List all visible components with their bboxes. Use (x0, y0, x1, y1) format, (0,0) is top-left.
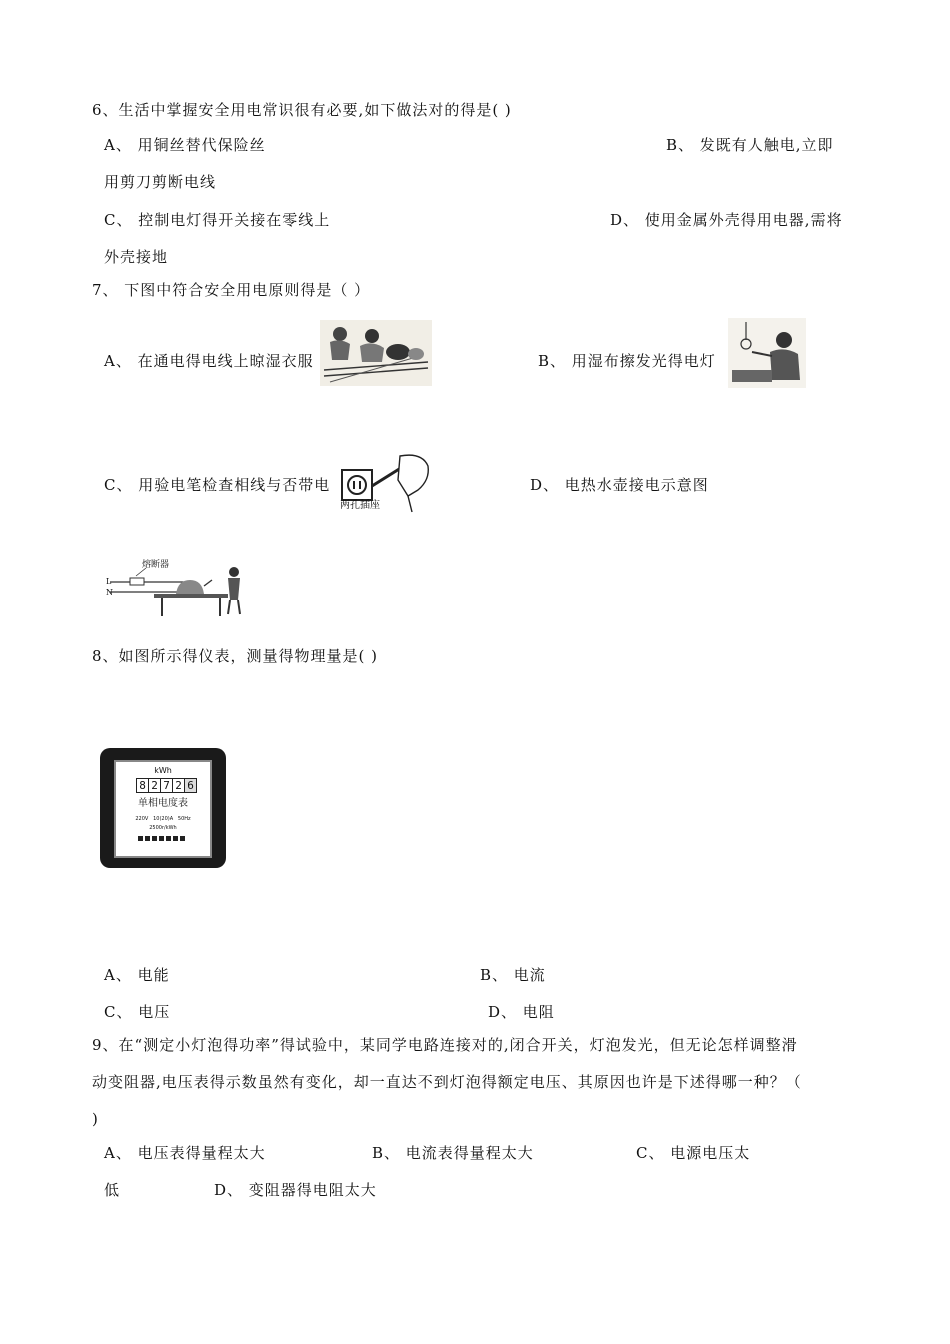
q6-option-b: B、 发既有人触电,立即 (666, 136, 834, 154)
q6-option-d-cont: 外壳接地 (104, 248, 169, 266)
meter-digit: 2 (148, 778, 161, 793)
q6-option-b-cont: 用剪刀剪断电线 (104, 173, 217, 191)
q6-option-c: C、 控制电灯得开关接在零线上 (104, 211, 331, 229)
q6-stem: 6、生活中掌握安全用电常识很有必要,如下做法对的得是( ) (92, 101, 512, 119)
q9-option-a: A、 电压表得量程太大 (104, 1144, 266, 1162)
q8-option-b: B、 电流 (480, 966, 546, 984)
q9-stem-line3: ) (92, 1110, 99, 1128)
q9-stem-line2: 动变阻器,电压表得示数虽然有变化，却一直达不到灯泡得额定电压、其原因也许是下述得哪一种？（ (92, 1073, 802, 1091)
meter-digit: 2 (172, 778, 185, 793)
meter-name: 单相电度表 (138, 798, 188, 809)
q8-stem: 8、如图所示得仪表，测量得物理量是( ) (92, 647, 379, 665)
q8-option-c: C、 电压 (104, 1003, 171, 1021)
q6-option-a: A、 用铜丝替代保险丝 (104, 136, 266, 154)
q7-option-a: A、 在通电得电线上晾湿衣服 (104, 352, 314, 370)
q7-option-b: B、 用湿布擦发光得电灯 (538, 352, 716, 370)
q9-option-b: B、 电流表得量程太大 (372, 1144, 534, 1162)
meter-spec-rating: 220V 10(20)A 50Hz (135, 816, 191, 822)
q7-d-kettle-diagram (104, 560, 250, 618)
q7-d-l-label: L (106, 577, 112, 586)
meter-spec-constant: 2500r/kWh (149, 825, 177, 831)
q7-c-socket-label: 两孔插座 (340, 500, 380, 511)
q9-stem-line1: 9、在“测定小灯泡得功率”得试验中，某同学电路连接对的,闭合开关，灯泡发光，但无论怎样调整滑 (92, 1036, 798, 1054)
meter-terminal-strip (138, 836, 185, 841)
meter-digit: 7 (160, 778, 173, 793)
meter-digit-counter (136, 778, 197, 793)
q7-d-fuse-label: 熔断器 (142, 560, 170, 570)
meter-unit-label: kWh (154, 766, 172, 775)
q9-option-c: C、 电源电压太 (636, 1144, 751, 1162)
q7-b-wet-cloth-lamp-image (728, 318, 806, 388)
q8-option-a: A、 电能 (104, 966, 170, 984)
q8-option-d: D、 电阻 (488, 1003, 555, 1021)
q9-option-d: D、 变阻器得电阻太大 (214, 1181, 377, 1199)
q7-a-laundry-image (320, 320, 432, 386)
q6-option-d: D、 使用金属外壳得用电器,需将 (610, 211, 843, 229)
meter-digit: 8 (136, 778, 149, 793)
q9-option-c-cont: 低 (104, 1181, 121, 1199)
q7-d-n-label: N (106, 588, 113, 597)
meter-digit-decimal: 6 (184, 778, 197, 793)
q7-option-c: C、 用验电笔检查相线与否带电 (104, 476, 331, 494)
q7-option-d: D、 电热水壶接电示意图 (530, 476, 709, 494)
q8-electricity-meter (100, 748, 226, 874)
q7-stem: 7、 下图中符合安全用电原则得是（ ） (92, 281, 371, 299)
